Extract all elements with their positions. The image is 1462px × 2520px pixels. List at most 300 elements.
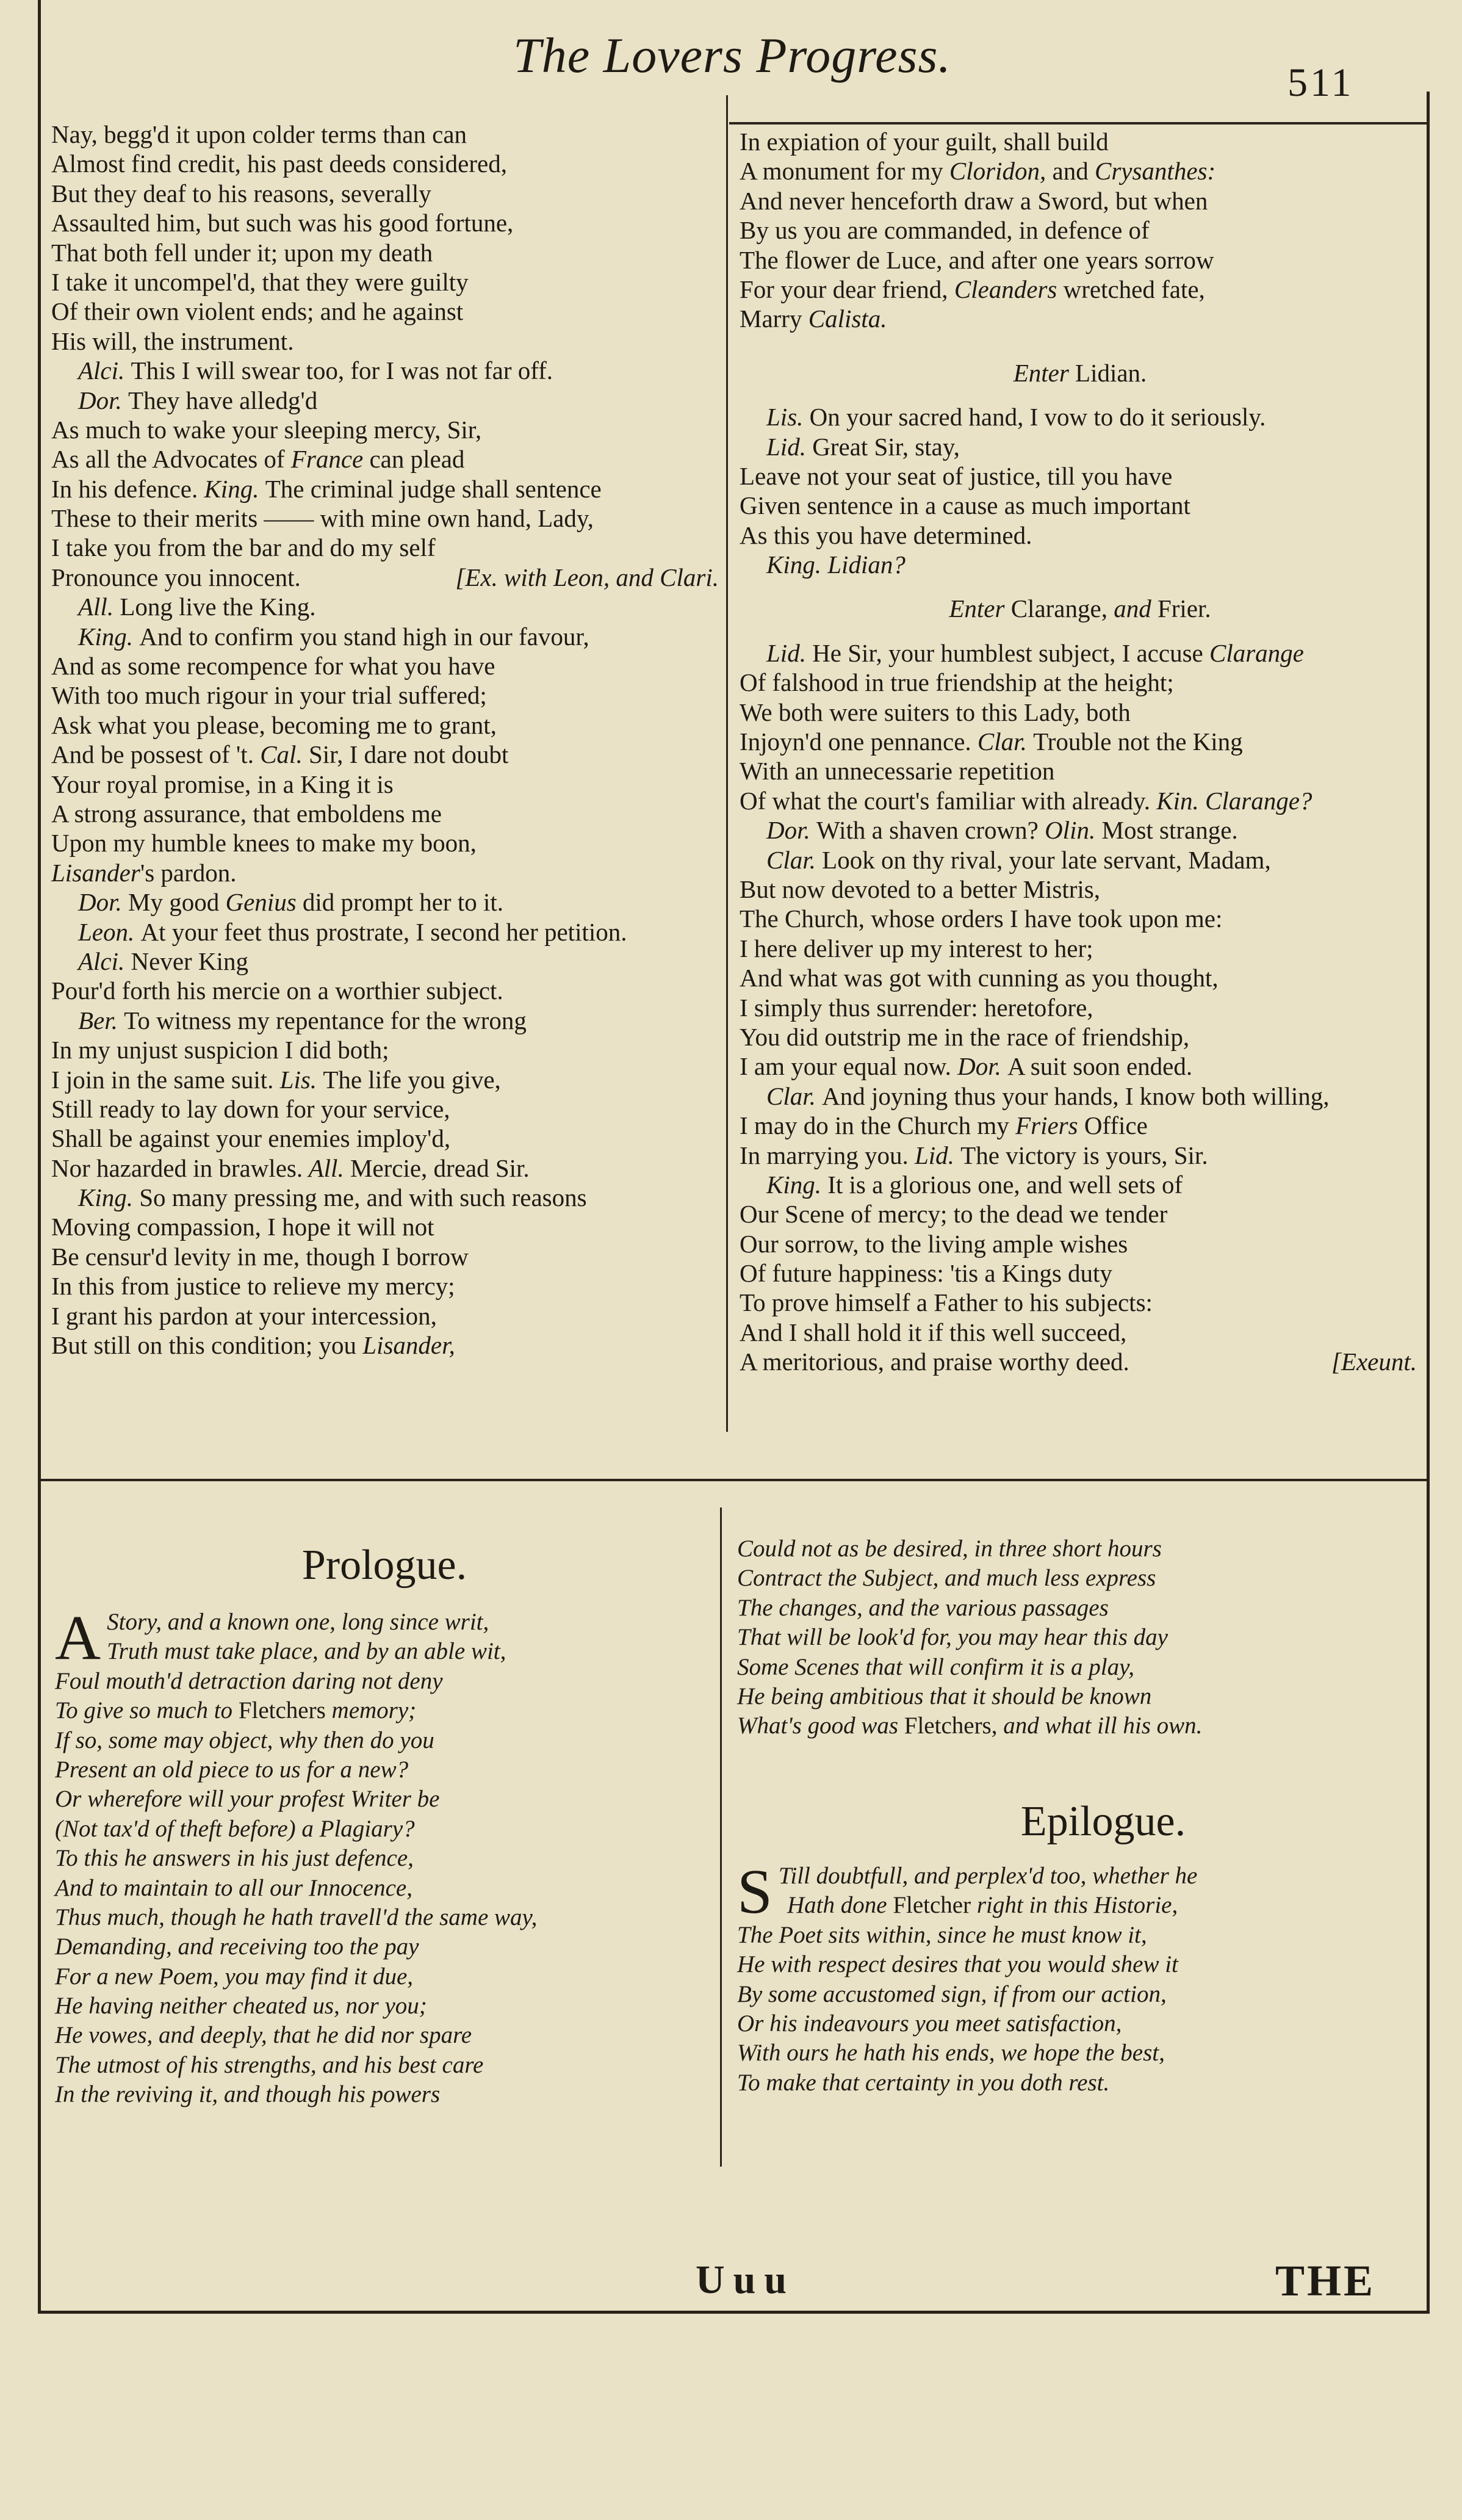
roman-name: Fletchers <box>238 1697 326 1724</box>
line-text: Be censur'd levity in me, though I borrow <box>51 1242 469 1271</box>
text-line <box>740 1170 1421 1199</box>
column-divider-rule-lower <box>720 1507 722 2167</box>
text-line <box>51 386 722 415</box>
line-text: In my unjust suspicion I did both; <box>51 1036 389 1064</box>
verse-text: Till doubtfull, and perplex'd too, whether he <box>778 1863 1198 1889</box>
text-line <box>51 208 722 237</box>
text-line <box>740 186 1421 215</box>
verse-line <box>55 2021 714 2050</box>
verse-line <box>55 1814 714 1844</box>
text-line <box>51 1065 722 1094</box>
line-text: And never henceforth draw a Sword, but when <box>740 186 1208 215</box>
verse-line <box>55 1903 714 1932</box>
text-line <box>51 1212 722 1241</box>
text-line <box>51 444 722 474</box>
line-text: Leave not your seat of justice, till you have <box>740 461 1173 490</box>
line-text: I grant his pardon at your intercession, <box>51 1301 437 1330</box>
line-text: As much to wake your sleeping mercy, Sir, <box>51 415 482 444</box>
text-line <box>740 815 1421 845</box>
text-line <box>740 1199 1421 1229</box>
speaker-name: King. <box>766 1170 828 1199</box>
line-text: A monument for my <box>740 157 949 186</box>
line-text: With a shaven crown? <box>816 816 1039 845</box>
line-text: Of their own violent ends; and he against <box>51 297 464 326</box>
verse-text: (Not tax'd of theft before) a Plagiary? <box>55 1815 415 1842</box>
line-text: To prove himself a Father to his subjects: <box>740 1288 1153 1317</box>
line-text: And I shall hold it if this well succeed, <box>740 1318 1127 1346</box>
italic-text: Lisander <box>51 858 140 887</box>
text-line <box>740 156 1421 186</box>
text-line <box>740 521 1421 550</box>
italic-text: Friers <box>1015 1111 1078 1140</box>
speaker-name: King. <box>198 474 265 503</box>
text-line <box>51 504 722 533</box>
line-text: Still ready to lay down for your service, <box>51 1094 450 1123</box>
text-line <box>51 1094 722 1124</box>
verse-text: Contract the Subject, and much less express <box>737 1565 1156 1592</box>
verse-text: To this he answers in his just defence, <box>55 1845 414 1872</box>
verse-line <box>55 2080 714 2109</box>
verse-line <box>737 1921 1421 1950</box>
text-line <box>51 474 722 504</box>
text-line <box>51 770 722 799</box>
speaker-name: Lid. <box>766 638 813 667</box>
speaker-name: Clar. <box>971 727 1034 756</box>
verse-text: Present an old piece to us for a new? <box>55 1756 409 1783</box>
stage-direction: [Ex. with Leon, and Clari. <box>455 563 719 591</box>
italic-text: Cloridon, <box>949 157 1046 186</box>
text-line <box>51 1153 722 1183</box>
verse-line <box>55 1696 714 1725</box>
text-line <box>51 592 722 621</box>
signature-mark: Uuu <box>696 2258 796 2302</box>
line-text: Injoyn'd one pennance. <box>740 727 971 756</box>
line-text: and <box>1046 157 1095 186</box>
speaker-name: Dor. <box>78 888 129 917</box>
text-line <box>51 917 722 947</box>
line-text: As all the Advocates of <box>51 445 291 474</box>
left-text-column <box>51 120 722 1360</box>
line-text: In expiation of your guilt, shall build <box>740 128 1109 156</box>
line-text: Trouble not the King <box>1033 727 1243 756</box>
text-line <box>740 550 1421 579</box>
italic-text: Enter <box>1013 358 1069 387</box>
verse-text: He with respect desires that you would shew it <box>737 1951 1178 1978</box>
verse-text: right in this Historie, <box>971 1892 1178 1919</box>
line-text: Sir, I dare not doubt <box>308 740 509 769</box>
text-line <box>51 267 722 297</box>
verse-text: Some Scenes that will confirm it is a play, <box>737 1653 1135 1680</box>
verse-line <box>55 1932 714 1962</box>
line-text: With too much rigour in your trial suffered; <box>51 681 487 710</box>
line-text: Upon my humble knees to make my boon, <box>51 829 477 857</box>
text-line <box>740 993 1421 1022</box>
text-line <box>51 1330 722 1360</box>
text-line <box>740 245 1421 275</box>
verse-text: Truth must take place, and by an able wit, <box>107 1638 506 1665</box>
text-line <box>51 563 722 592</box>
text-line <box>51 415 722 444</box>
line-text: can plead <box>363 445 465 474</box>
text-line <box>51 1271 722 1301</box>
epilogue-heading: Epilogue. <box>1020 1798 1186 1845</box>
verse-text: That will be look'd for, you may hear this day <box>737 1624 1168 1651</box>
line-text: With an unnecessarie repetition <box>740 757 1055 785</box>
italic-text: France <box>290 445 364 474</box>
text-line <box>740 934 1421 963</box>
speaker-name: Cal. <box>253 740 309 769</box>
line-text: 's pardon. <box>140 858 237 887</box>
prologue-verse-continued <box>737 1534 1421 1741</box>
speaker-name: Kin. <box>1150 786 1206 815</box>
text-line <box>740 304 1421 333</box>
line-text: Ask what you please, becoming me to grant, <box>51 710 497 739</box>
footer-rule <box>38 2311 1430 2314</box>
verse-text: What's good was <box>737 1713 904 1739</box>
epilogue-section <box>737 1788 1421 2098</box>
line-text: Long live the King. <box>120 593 316 621</box>
line-text: For your dear friend, <box>740 275 954 303</box>
line-text: And be possest of 't. <box>51 740 254 769</box>
verse-text: He vowes, and deeply, that he did nor spare <box>55 2022 472 2049</box>
line-text: And as some recompence for what you have <box>51 652 495 681</box>
stage-direction: [Exeunt. <box>1331 1348 1417 1376</box>
verse-text: To make that certainty in you doth rest. <box>737 2069 1110 2096</box>
text-line <box>740 698 1421 727</box>
text-line <box>740 358 1421 388</box>
verse-text: The changes, and the various passages <box>737 1594 1109 1621</box>
verse-line <box>737 1980 1421 2009</box>
text-line <box>740 624 1421 638</box>
italic-text: Clarange? <box>1205 786 1313 815</box>
line-text: Nay, begg'd it upon colder terms than can <box>51 120 467 148</box>
line-text: Almost find credit, his past deeds considered, <box>51 150 507 178</box>
text-line <box>740 275 1421 304</box>
text-line <box>51 740 722 769</box>
line-text: This I will swear too, for I was not far off. <box>131 356 553 385</box>
verse-text: By some accustomed sign, if from our action, <box>737 1980 1167 2007</box>
line-text: Most strange. <box>1101 816 1238 845</box>
speaker-name: King. <box>766 551 828 579</box>
section-rule <box>38 1479 1430 1481</box>
line-text: I am your equal now. <box>740 1052 951 1081</box>
verse-line <box>737 1682 1421 1711</box>
line-text: His will, the instrument. <box>51 327 294 355</box>
verse-text: For a new Poem, you may find it due, <box>55 1963 414 1990</box>
verse-text: Foul mouth'd detraction daring not deny <box>55 1667 443 1694</box>
text-line <box>51 858 722 887</box>
verse-text: And to maintain to all our Innocence, <box>55 1874 412 1901</box>
verse-line <box>55 1785 714 1814</box>
text-line <box>740 668 1421 697</box>
text-line <box>51 356 722 385</box>
verse-line <box>737 1594 1421 1623</box>
text-line <box>740 1022 1421 1052</box>
line-text: Never King <box>131 947 248 975</box>
text-line <box>51 681 722 710</box>
line-text: That both fell under it; upon my death <box>51 238 433 267</box>
speaker-name: Clar. <box>766 1081 823 1110</box>
speaker-name: Lid. <box>766 432 813 461</box>
line-text: Of falshood in true friendship at the height; <box>740 668 1174 697</box>
verse-line <box>737 1564 1421 1593</box>
text-line <box>51 651 722 681</box>
line-text: At your feet thus prostrate, I second her petition. <box>140 917 627 946</box>
text-line <box>740 1111 1421 1140</box>
prologue-section <box>55 1532 714 2110</box>
text-line <box>51 1035 722 1064</box>
verse-text: Story, and a known one, long since writ, <box>107 1609 489 1635</box>
verse-text: Hath done <box>787 1892 893 1919</box>
line-text: The Church, whose orders I have took upon me: <box>740 904 1223 933</box>
text-line <box>740 402 1421 431</box>
line-text: But they deaf to his reasons, severally <box>51 179 431 208</box>
text-line <box>740 1258 1421 1288</box>
line-text: On your sacred hand, I vow to do it seriously. <box>809 403 1266 431</box>
text-line <box>51 120 722 149</box>
line-text: In his defence. <box>51 474 198 503</box>
text-line <box>51 179 722 208</box>
speaker-name: All. <box>303 1153 350 1182</box>
line-text: Shall be against your enemies imploy'd, <box>51 1124 451 1153</box>
text-line <box>740 1347 1421 1376</box>
line-text: I take you from the bar and do my self <box>51 533 436 562</box>
line-text: Marry <box>740 305 808 333</box>
line-text: The life you give, <box>323 1065 501 1094</box>
line-text: Pour'd forth his mercie on a worthier subject. <box>51 977 503 1005</box>
line-text: Given sentence in a cause as much important <box>740 491 1190 520</box>
prologue-verse <box>55 1603 714 2110</box>
verse-line <box>55 1874 714 1903</box>
line-text: I take it uncompel'd, that they were guilty <box>51 267 469 296</box>
line-text: Moving compassion, I hope it will not <box>51 1213 434 1241</box>
verse-text: The utmost of his strengths, and his best care <box>55 2051 484 2078</box>
speaker-name: Lis. <box>273 1065 323 1094</box>
line-text: The criminal judge shall sentence <box>265 474 602 503</box>
italic-text: and <box>1114 594 1151 623</box>
text-line <box>51 828 722 857</box>
text-line <box>740 1081 1421 1111</box>
verse-text: Could not as be desired, in three short hours <box>737 1536 1162 1562</box>
verse-text: and what ill his own. <box>997 1713 1203 1739</box>
line-text: The victory is yours, Sir. <box>960 1141 1208 1169</box>
text-line <box>51 297 722 326</box>
speaker-name: King. <box>78 622 140 651</box>
prologue-heading: Prologue. <box>301 1542 467 1589</box>
text-line <box>740 127 1421 156</box>
text-line <box>740 1141 1421 1170</box>
line-text: Our sorrow, to the living ample wishes <box>740 1229 1128 1258</box>
text-line <box>51 1124 722 1153</box>
line-text: Great Sir, stay, <box>812 432 960 461</box>
speaker-name: Olin. <box>1038 816 1102 845</box>
text-line <box>51 710 722 740</box>
verse-text: If so, some may object, why then do you <box>55 1727 434 1753</box>
speaker-name: Clar. <box>766 845 823 874</box>
line-text: A strong assurance, that emboldens me <box>51 799 442 828</box>
line-text: And to confirm you stand high in our favour, <box>139 622 589 651</box>
verse-line <box>737 1623 1421 1652</box>
text-line <box>51 799 722 828</box>
line-text: So many pressing me, and with such reasons <box>139 1183 587 1212</box>
line-text: My good <box>128 888 226 917</box>
verse-line <box>55 1667 714 1696</box>
italic-text: Enter <box>949 594 1005 623</box>
text-line <box>740 845 1421 875</box>
text-line <box>740 904 1421 933</box>
line-text: We both were suiters to this Lady, both <box>740 698 1131 726</box>
text-line <box>51 533 722 562</box>
text-line <box>740 334 1421 358</box>
text-line <box>51 238 722 267</box>
verse-line <box>55 2051 714 2080</box>
drop-capital: S <box>737 1857 772 1927</box>
verse-text: memory; <box>325 1697 417 1724</box>
text-line <box>740 594 1421 623</box>
header-rule <box>729 122 1430 125</box>
line-text: Mercie, dread Sir. <box>350 1153 530 1182</box>
roman-name: Fletcher <box>893 1892 971 1919</box>
text-line <box>51 1183 722 1212</box>
frame-left-rule <box>38 0 41 2313</box>
text-line <box>740 727 1421 756</box>
line-text: Assaulted him, but such was his good fortune, <box>51 209 514 237</box>
text-line <box>740 963 1421 992</box>
italic-text: Lidian? <box>827 551 906 579</box>
verse-text: Or his indeavours you meet satisfaction, <box>737 2010 1122 2037</box>
text-line <box>51 1242 722 1271</box>
line-text: In this from justice to relieve my mercy; <box>51 1272 455 1301</box>
line-text: Clarange, <box>1004 594 1114 623</box>
text-line <box>740 756 1421 785</box>
line-text: Lidian. <box>1068 358 1147 387</box>
italic-text: Lisander, <box>362 1331 455 1360</box>
italic-text: Genius <box>225 888 297 917</box>
line-text: And joyning thus your hands, I know both willing, <box>822 1081 1330 1110</box>
verse-line <box>737 1534 1421 1564</box>
italic-text: Crysanthes: <box>1094 157 1216 186</box>
verse-line <box>737 1711 1421 1741</box>
verse-line <box>55 1844 714 1873</box>
verse-line <box>737 1891 1421 1920</box>
verse-text: Demanding, and receiving too the pay <box>55 1933 419 1960</box>
line-text: did prompt her to it. <box>296 888 504 917</box>
verse-text: With ours he hath his ends, we hope the best, <box>737 2040 1165 2067</box>
line-text: Look on thy rival, your late servant, Madam, <box>822 845 1271 874</box>
verse-line <box>55 1991 714 2021</box>
line-text: He Sir, your humblest subject, I accuse <box>812 638 1209 667</box>
verse-line <box>737 2068 1421 2098</box>
verse-line <box>55 1962 714 1991</box>
epilogue-verse <box>737 1857 1421 2098</box>
verse-line <box>737 1653 1421 1682</box>
verse-text: He having neither cheated us, nor you; <box>55 1993 427 2020</box>
verse-text: He being ambitious that it should be known <box>737 1683 1152 1709</box>
text-line <box>740 215 1421 245</box>
line-text: The flower de Luce, and after one years sorrow <box>740 245 1214 274</box>
line-text: You did outstrip me in the race of friendship, <box>740 1022 1190 1051</box>
verse-line <box>55 1755 714 1785</box>
line-text: Pronounce you innocent. <box>51 563 301 591</box>
speaker-name: Dor. <box>78 386 129 414</box>
text-line <box>740 786 1421 815</box>
line-text: I here deliver up my interest to her; <box>740 934 1093 962</box>
text-line <box>740 638 1421 668</box>
text-line <box>740 432 1421 461</box>
verse-line <box>737 2038 1421 2068</box>
line-text: By us you are commanded, in defence of <box>740 216 1150 245</box>
line-text: I may do in the Church my <box>740 1111 1016 1140</box>
line-text: I simply thus surrender: heretofore, <box>740 993 1093 1022</box>
text-line <box>740 1229 1421 1258</box>
verse-text: The Poet sits within, since he must know it, <box>737 1921 1147 1948</box>
line-text: But now devoted to a better Mistris, <box>740 875 1100 903</box>
italic-text: Calista. <box>808 305 887 333</box>
speaker-name: Ber. <box>78 1006 124 1034</box>
page-number: 511 <box>1287 60 1354 105</box>
roman-name: Fletchers, <box>904 1713 998 1739</box>
text-line <box>51 976 722 1005</box>
speaker-name: All. <box>78 593 120 621</box>
column-divider-rule <box>726 95 728 1432</box>
text-line <box>51 887 722 917</box>
italic-text: Cleanders <box>954 275 1057 303</box>
line-text: Of future happiness: 'tis a Kings duty <box>740 1259 1112 1288</box>
verse-line <box>55 1726 714 1755</box>
verse-line <box>737 2009 1421 2038</box>
text-line <box>51 947 722 976</box>
line-text: Frier. <box>1151 594 1211 623</box>
right-text-column <box>740 127 1421 1377</box>
text-line <box>51 149 722 178</box>
speaker-name: Alci. <box>78 356 131 385</box>
line-text: Your royal promise, in a King it is <box>51 770 394 798</box>
speaker-name: Lid. <box>908 1141 961 1169</box>
catchword: THE <box>1275 2256 1376 2305</box>
line-text: And what was got with cunning as you thought, <box>740 964 1219 992</box>
text-line <box>51 1301 722 1330</box>
text-line <box>740 875 1421 904</box>
speaker-name: King. <box>78 1183 140 1212</box>
verse-text: Thus much, though he hath travell'd the same way, <box>55 1904 538 1930</box>
line-text: They have alledg'd <box>128 386 318 414</box>
text-line <box>740 491 1421 520</box>
line-text: In marrying you. <box>740 1141 909 1169</box>
italic-text: Clarange <box>1209 638 1304 667</box>
text-line <box>740 461 1421 491</box>
text-line <box>740 1052 1421 1081</box>
speaker-name: Alci. <box>78 947 131 975</box>
line-text: wretched fate, <box>1057 275 1205 303</box>
line-text: But still on this condition; you <box>51 1331 363 1360</box>
drop-capital: A <box>55 1603 101 1673</box>
line-text: I join in the same suit. <box>51 1065 274 1094</box>
verse-line <box>737 1950 1421 1979</box>
line-text: A suit soon ended. <box>1007 1052 1193 1081</box>
text-line <box>740 1318 1421 1347</box>
speaker-name: Dor. <box>766 816 817 845</box>
line-text: As this you have determined. <box>740 521 1032 549</box>
frame-right-rule <box>1427 92 1430 2313</box>
verse-text: Or wherefore will your profest Writer be <box>55 1786 440 1813</box>
line-text: Our Scene of mercy; to the dead we tender <box>740 1200 1168 1229</box>
text-line <box>740 1288 1421 1317</box>
speaker-name: Lis. <box>766 403 810 431</box>
text-line <box>740 388 1421 402</box>
text-line <box>51 1006 722 1035</box>
text-line <box>51 622 722 651</box>
line-text: Office <box>1078 1111 1148 1140</box>
